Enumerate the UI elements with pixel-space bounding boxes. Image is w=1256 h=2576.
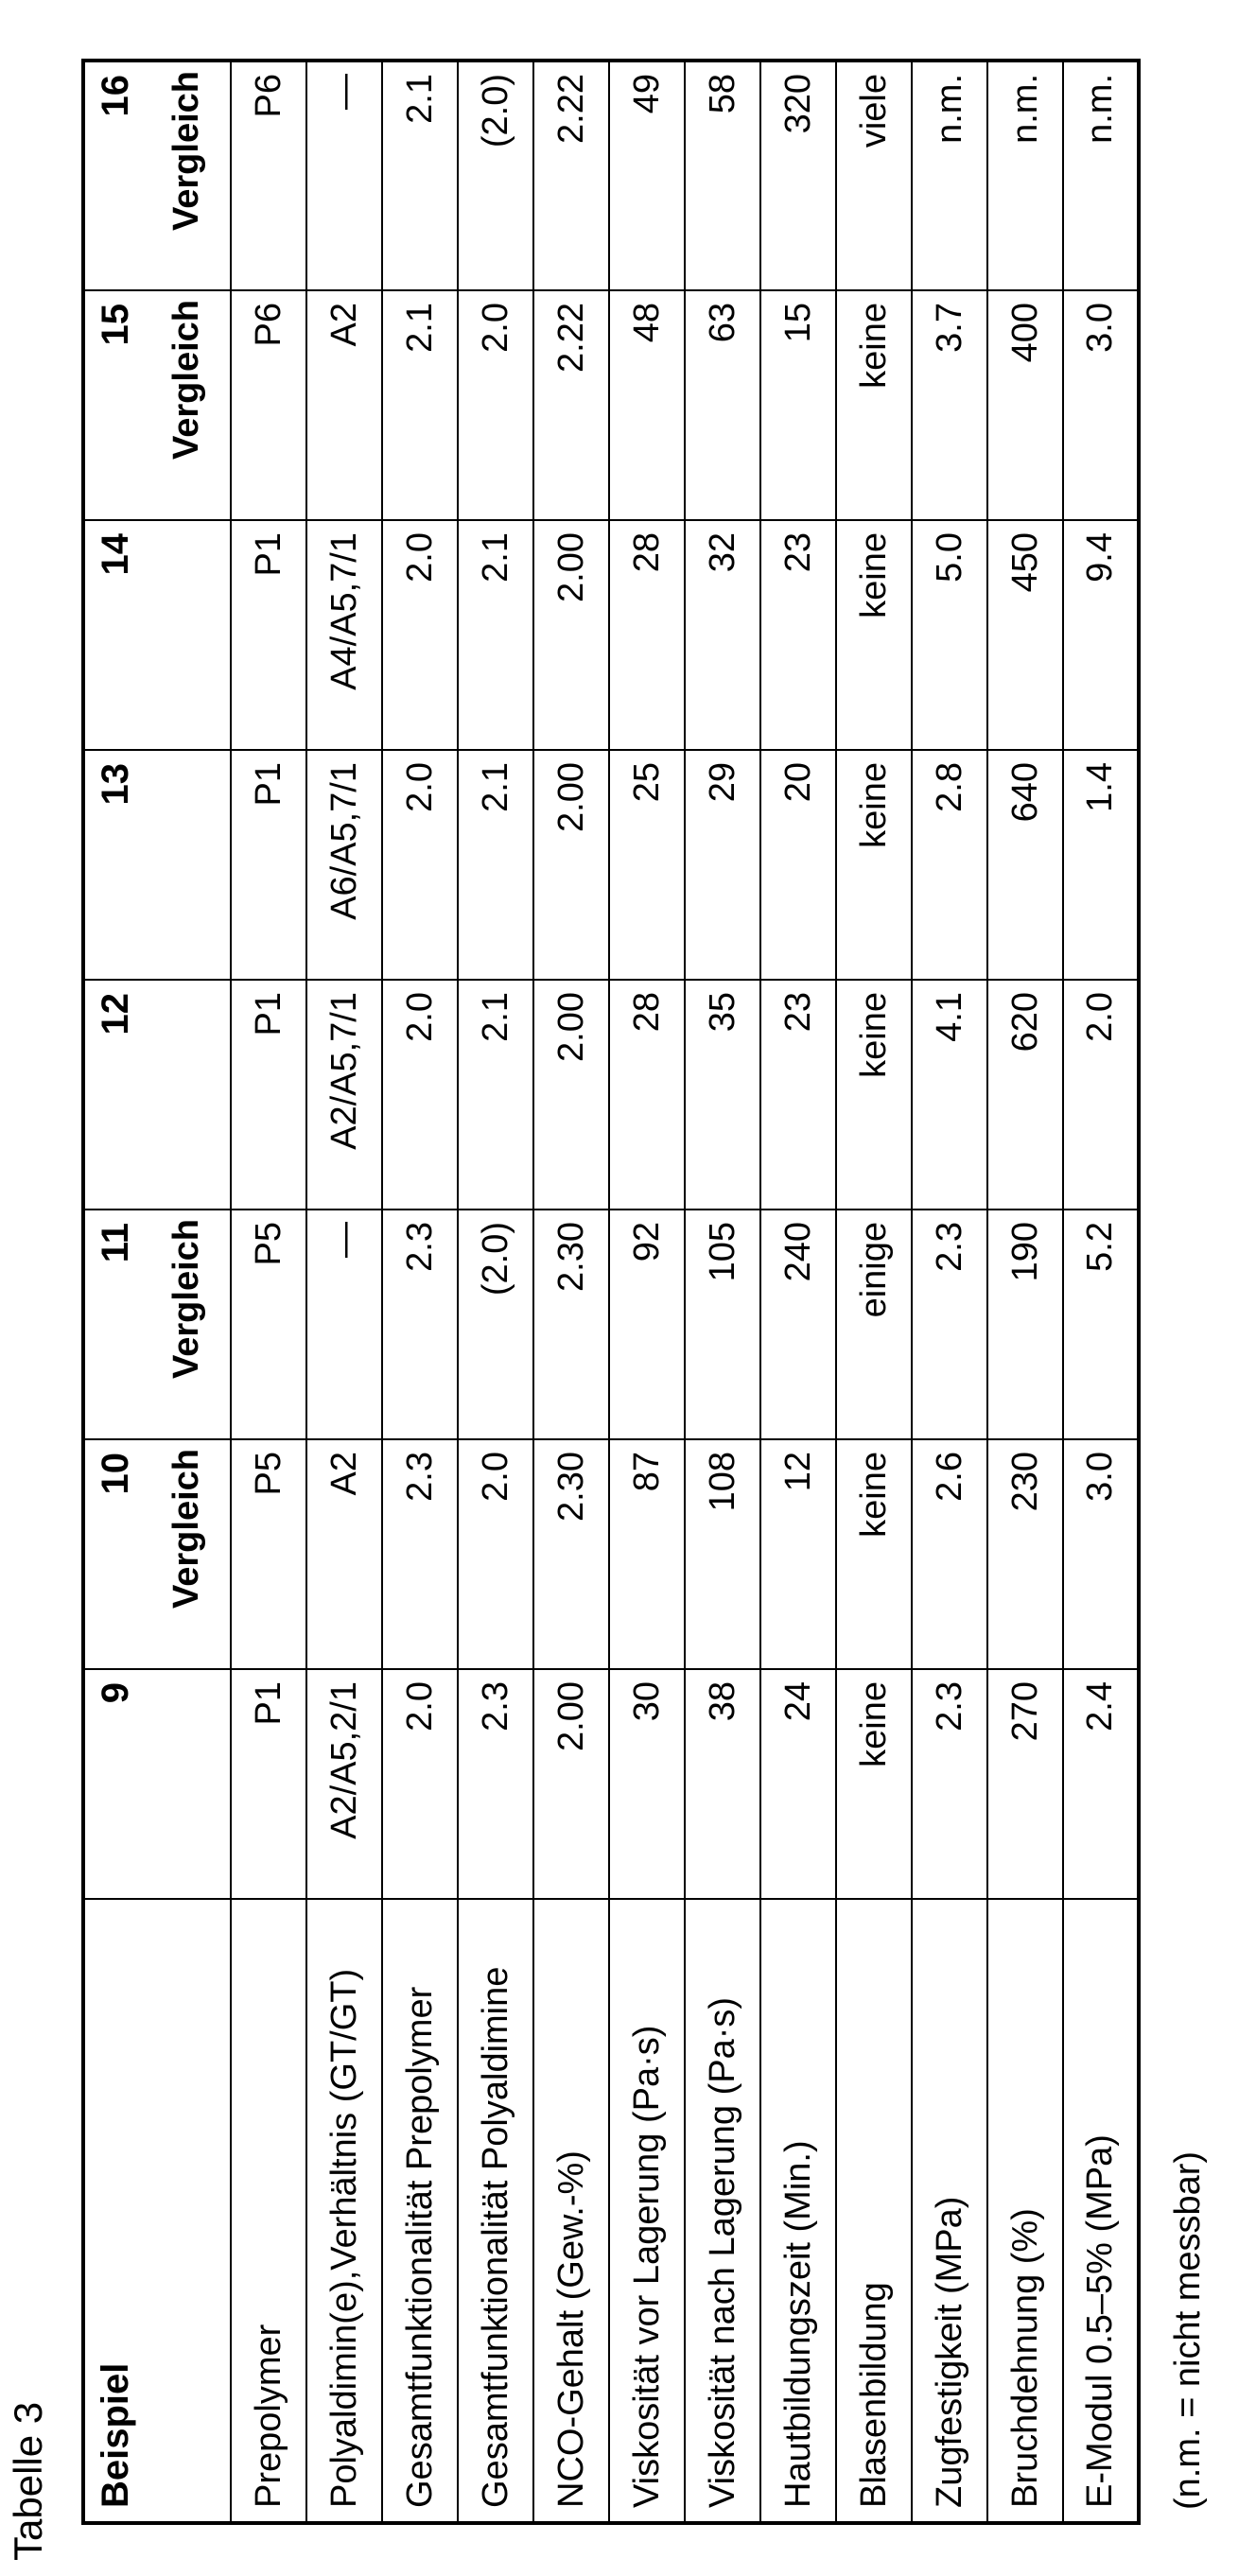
cell-value: 2.22 <box>533 61 609 290</box>
cell-value: 105 <box>685 1210 760 1439</box>
cell-value: keine <box>836 290 912 520</box>
cell-value: 24 <box>760 1669 836 1899</box>
cell-value: 28 <box>609 520 685 750</box>
row-label: Hautbildungszeit (Min.) <box>760 1899 836 2523</box>
cell-value: viele <box>836 61 912 290</box>
cell-value: 2.1 <box>382 61 458 290</box>
cell-value: 230 <box>987 1439 1063 1669</box>
cell-value: 2.30 <box>533 1439 609 1669</box>
table-row <box>1063 61 1139 2523</box>
cell-value: n.m. <box>987 61 1063 290</box>
cell-value: — <box>306 61 382 290</box>
cell-value: (2.0) <box>458 61 533 290</box>
cell-value: 48 <box>609 290 685 520</box>
row-label: Polyaldimin(e),Verhältnis (GT/GT) <box>306 1899 382 2523</box>
cell-value: 640 <box>987 750 1063 980</box>
cell-value: A2 <box>306 290 382 520</box>
cell-value: 23 <box>760 980 836 1210</box>
cell-value: 2.30 <box>533 1210 609 1439</box>
row-label: Gesamtfunktionalität Prepolymer <box>382 1899 458 2523</box>
column-header-12 <box>83 980 231 1210</box>
row-label: Blasenbildung <box>836 1899 912 2523</box>
cell-value: 15 <box>760 290 836 520</box>
cell-value: 4.1 <box>912 980 987 1210</box>
cell-value: 1.4 <box>1063 750 1139 980</box>
column-header-9 <box>83 1669 231 1899</box>
cell-value: 2.00 <box>533 750 609 980</box>
cell-value: 32 <box>685 520 760 750</box>
header-row <box>83 61 231 2523</box>
cell-value: 87 <box>609 1439 685 1669</box>
table-body <box>231 61 1139 2523</box>
cell-value: 2.1 <box>458 750 533 980</box>
row-label: Viskosität vor Lagerung (Pa·s) <box>609 1899 685 2523</box>
cell-value: — <box>306 1210 382 1439</box>
cell-value: 2.6 <box>912 1439 987 1669</box>
cell-value: 25 <box>609 750 685 980</box>
cell-value: A2/A5,2/1 <box>306 1669 382 1899</box>
table-row <box>306 61 382 2523</box>
cell-value: A6/A5,7/1 <box>306 750 382 980</box>
cell-value: 2.3 <box>382 1210 458 1439</box>
cell-value: P1 <box>231 980 306 1210</box>
column-note: Vergleich <box>166 71 206 231</box>
column-header-15 <box>83 290 231 520</box>
cell-value: 240 <box>760 1210 836 1439</box>
column-header-16 <box>83 61 231 290</box>
table-head <box>83 61 231 2523</box>
cell-value: 2.00 <box>533 1669 609 1899</box>
table-row <box>760 61 836 2523</box>
cell-value: 2.8 <box>912 750 987 980</box>
column-note: Vergleich <box>166 1449 206 1609</box>
column-note: Vergleich <box>166 1219 206 1379</box>
table-row <box>458 61 533 2523</box>
cell-value: 2.0 <box>382 750 458 980</box>
table-row <box>836 61 912 2523</box>
cell-value: P6 <box>231 61 306 290</box>
column-number: 14 <box>95 533 136 576</box>
cell-value: A4/A5,7/1 <box>306 520 382 750</box>
cell-value: 2.0 <box>382 980 458 1210</box>
column-note: Vergleich <box>166 300 206 460</box>
cell-value: 63 <box>685 290 760 520</box>
column-header-10 <box>83 1439 231 1669</box>
table-row <box>685 61 760 2523</box>
cell-value: A2/A5,7/1 <box>306 980 382 1210</box>
cell-value: 270 <box>987 1669 1063 1899</box>
table-row <box>609 61 685 2523</box>
cell-value: 2.3 <box>458 1669 533 1899</box>
header-beispiel: Beispiel <box>83 1899 231 2523</box>
cell-value: 12 <box>760 1439 836 1669</box>
cell-value: 2.0 <box>382 1669 458 1899</box>
cell-value: keine <box>836 980 912 1210</box>
cell-value: 2.4 <box>1063 1669 1139 1899</box>
cell-value: 3.0 <box>1063 1439 1139 1669</box>
table-title: Tabelle 3 <box>6 2401 50 2561</box>
table-row <box>382 61 458 2523</box>
column-number: 13 <box>95 763 136 806</box>
cell-value: 20 <box>760 750 836 980</box>
cell-value: 3.7 <box>912 290 987 520</box>
cell-value: 2.00 <box>533 520 609 750</box>
cell-value: keine <box>836 1439 912 1669</box>
cell-value: 5.2 <box>1063 1210 1139 1439</box>
cell-value: 38 <box>685 1669 760 1899</box>
cell-value: keine <box>836 750 912 980</box>
column-number: 16 <box>95 75 136 117</box>
row-label: Viskosität nach Lagerung (Pa·s) <box>685 1899 760 2523</box>
table-row <box>533 61 609 2523</box>
cell-value: 23 <box>760 520 836 750</box>
cell-value: 3.0 <box>1063 290 1139 520</box>
cell-value: keine <box>836 1669 912 1899</box>
cell-value: 2.3 <box>912 1669 987 1899</box>
cell-value: 2.1 <box>458 980 533 1210</box>
cell-value: P6 <box>231 290 306 520</box>
cell-value: 2.1 <box>458 520 533 750</box>
cell-value: 620 <box>987 980 1063 1210</box>
cell-value: 58 <box>685 61 760 290</box>
footnote: (n.m. = nicht messbar) <box>1168 2150 1208 2510</box>
cell-value: 2.0 <box>382 520 458 750</box>
row-label: Bruchdehnung (%) <box>987 1899 1063 2523</box>
cell-value: 2.0 <box>1063 980 1139 1210</box>
cell-value: 2.3 <box>912 1210 987 1439</box>
cell-value: n.m. <box>1063 61 1139 290</box>
row-label: E-Modul 0.5–5% (MPa) <box>1063 1899 1139 2523</box>
cell-value: 30 <box>609 1669 685 1899</box>
cell-value: 190 <box>987 1210 1063 1439</box>
cell-value: P5 <box>231 1439 306 1669</box>
row-label: NCO-Gehalt (Gew.-%) <box>533 1899 609 2523</box>
cell-value: 35 <box>685 980 760 1210</box>
cell-value: 9.4 <box>1063 520 1139 750</box>
column-number: 9 <box>95 1682 136 1704</box>
cell-value: 450 <box>987 520 1063 750</box>
cell-value: 28 <box>609 980 685 1210</box>
table-row <box>912 61 987 2523</box>
row-label: Zugfestigkeit (MPa) <box>912 1899 987 2523</box>
cell-value: P1 <box>231 750 306 980</box>
results-table <box>81 59 1141 2525</box>
cell-value: 108 <box>685 1439 760 1669</box>
cell-value: 2.22 <box>533 290 609 520</box>
cell-value: 2.0 <box>458 290 533 520</box>
column-header-13 <box>83 750 231 980</box>
cell-value: 49 <box>609 61 685 290</box>
row-label: Gesamtfunktionalität Polyaldimine <box>458 1899 533 2523</box>
table-row <box>987 61 1063 2523</box>
cell-value: 29 <box>685 750 760 980</box>
cell-value: P5 <box>231 1210 306 1439</box>
cell-value: 2.0 <box>458 1439 533 1669</box>
column-number: 12 <box>95 993 136 1036</box>
cell-value: P1 <box>231 520 306 750</box>
cell-value: 2.00 <box>533 980 609 1210</box>
cell-value: n.m. <box>912 61 987 290</box>
cell-value: P1 <box>231 1669 306 1899</box>
column-number: 10 <box>95 1453 136 1495</box>
cell-value: 320 <box>760 61 836 290</box>
cell-value: 92 <box>609 1210 685 1439</box>
column-number: 15 <box>95 304 136 346</box>
cell-value: 5.0 <box>912 520 987 750</box>
cell-value: 2.1 <box>382 290 458 520</box>
cell-value: A2 <box>306 1439 382 1669</box>
column-header-11 <box>83 1210 231 1439</box>
row-label: Prepolymer <box>231 1899 306 2523</box>
cell-value: (2.0) <box>458 1210 533 1439</box>
column-header-14 <box>83 520 231 750</box>
column-number: 11 <box>95 1223 136 1263</box>
cell-value: einige <box>836 1210 912 1439</box>
table-row <box>231 61 306 2523</box>
cell-value: 400 <box>987 290 1063 520</box>
cell-value: keine <box>836 520 912 750</box>
cell-value: 2.3 <box>382 1439 458 1669</box>
